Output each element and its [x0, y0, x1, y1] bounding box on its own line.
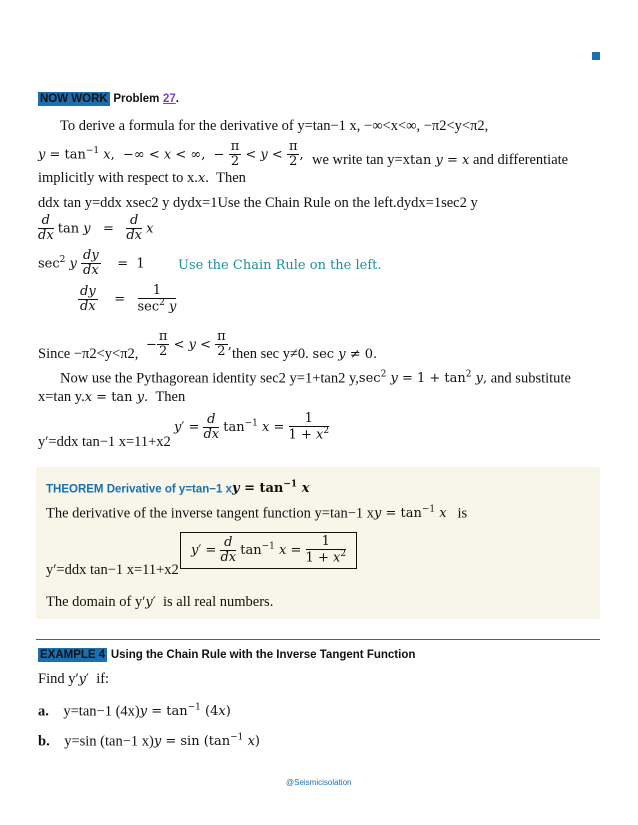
- example-part-b: b. y=sin (tan−1 $x)y = \sin (\tan^{-1}$ x): [38, 733, 260, 750]
- problem-label: Problem: [113, 93, 160, 105]
- chain-rule-note: Use the Chain Rule on the left.: [178, 258, 382, 273]
- section-divider: [36, 639, 600, 640]
- example-header: [38, 646, 415, 663]
- since-mid: then sec y≠0. sec y ≠ 0.: [232, 346, 378, 362]
- pyth-line1: Now use the Pythagorean identity sec2 y=1+tan2 $y,\sec^2$ $y = 1 + \tan^2 y$, and substitute: [60, 370, 571, 387]
- result-text: y′=ddx tan−1 x=11+x2: [38, 434, 171, 450]
- derivation-row1: $\frac{d}{dx}$ tan y = $\frac{d}{dx}$ x: [38, 213, 154, 244]
- example-part-a: a. y=tan−1 $(4x)y = \tan^{-1} (4x)$: [38, 703, 231, 720]
- theorem-domain: The domain of y′y′ is all real numbers.: [46, 594, 274, 610]
- example-title: Using the Chain Rule with the Inverse Tangent Function: [110, 649, 416, 661]
- since-start: Since −π2<y<π2,: [38, 346, 139, 362]
- derivation-row3: $\frac{dy}{dx}$ = $\frac{1}{\sec^2 y}$: [80, 283, 177, 315]
- corner-marker: [592, 52, 600, 60]
- since-math: − $\frac{\pi}{2}$ < y < $\frac{\pi}{2}$ ,: [146, 329, 232, 360]
- theorem-formula-text: y′=ddx tan−1 x=11+x2: [46, 562, 179, 578]
- theorem-formula-box: y′ = $\frac{d}{dx}$ $\tan^{-1} x$ = $\frac{1}{1 + x^2}$: [180, 532, 357, 569]
- para1-line2-text: we write tan y=xtan y = x and differentiate: [312, 152, 569, 168]
- para1-line3: implicitly with respect to x.x. Then: [38, 170, 246, 186]
- result-math: y′ = $\frac{d}{dx}$ $\tan^{-1} x$ = $\frac{1}{1 + x^2}$: [174, 411, 330, 443]
- para1-line1: To derive a formula for the derivative of y=tan−1 x, −∞<x<∞, −π2<y<π2,: [60, 118, 489, 134]
- pyth-line2: x=tan y.x = tan y. Then: [38, 389, 186, 405]
- footer-watermark: @Seismicisolation: [286, 778, 352, 787]
- problem-link[interactable]: 27: [162, 93, 176, 105]
- derivation-text: ddx tan y=ddx xsec2 y dydx=1Use the Chain Rule on the left.dydx=1sec2 y: [38, 195, 478, 211]
- example-badge: EXAMPLE 4: [40, 649, 106, 661]
- para1-math-inline: $y = \tan^{-1} x$, −∞ < x < ∞, − $\frac{\pi}{2}$ < y < $\frac{\pi}{2}$ ,: [38, 139, 304, 170]
- example-find: Find y′y′ if:: [38, 671, 110, 687]
- theorem-title: THEOREM Derivative of y=tan−1 xy = $\tan^{-1} x$: [46, 480, 310, 497]
- theorem-body: The derivative of the inverse tangent function y=tan−1 xy = $\tan^{-1} x$ is: [46, 505, 468, 522]
- now-work-line: NOW WORK Problem 27.: [40, 93, 179, 105]
- now-work-badge: NOW WORK: [40, 93, 108, 105]
- derivation-row2: $\sec^2 y$ $\frac{dy}{dx}$ = 1: [38, 248, 145, 279]
